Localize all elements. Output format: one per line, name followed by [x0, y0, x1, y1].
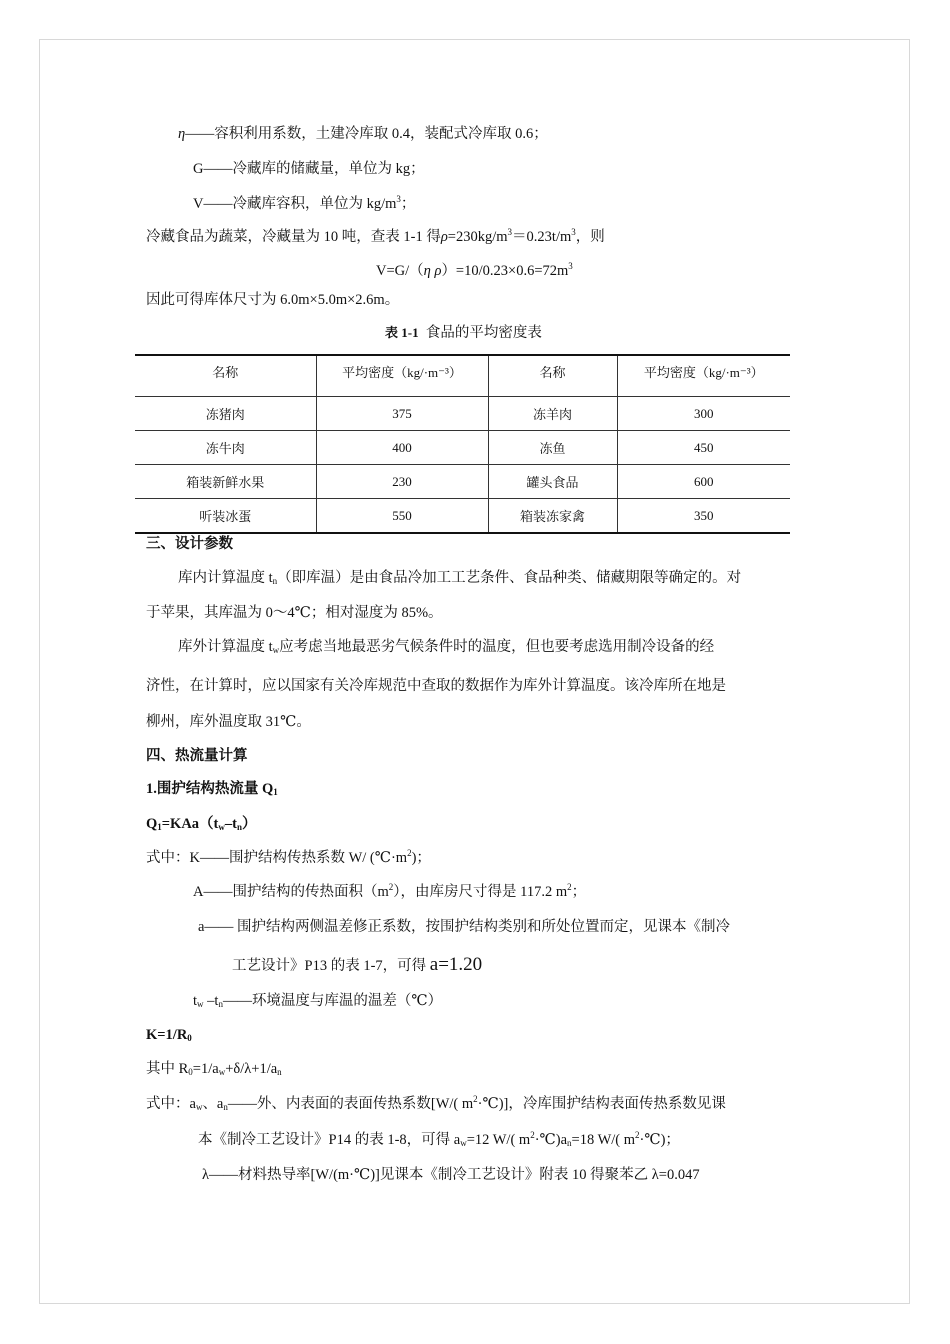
table-cell: 375: [316, 397, 488, 431]
a-definition: A——围护结构的传热面积$(m^2)$，由库房尺寸得是 117.2 $m^2$；: [193, 882, 587, 900]
heat-flow-formula: $Q_1=KAa(t_w-t_n)$: [146, 816, 257, 832]
table-cell: 550: [316, 499, 488, 534]
table-cell: 600: [617, 465, 790, 499]
alpha-value: a=1.20: [429, 954, 483, 975]
table-cell: 冻羊肉: [488, 397, 617, 431]
table-header-cell: 平均密度（kg/·m⁻³）: [617, 355, 790, 397]
section-4-heading: 四、热流量计算: [146, 748, 248, 764]
table-cell: 350: [617, 499, 790, 534]
subsection-1-heading: 1.围护结构热流量 $Q_1$: [146, 781, 278, 797]
table-cell: 230: [316, 465, 488, 499]
table-header-cell: 名称: [135, 355, 316, 397]
k-definition: 式中：K——围护结构传热系数 W/ $(℃\cdot m^2)$；: [146, 848, 431, 866]
section-3-p2-line3: 柳州，库外温度取 31℃。: [146, 714, 311, 730]
alpha-definition-line2: 工艺设计》P13 的表 1-7，可得 a=1.20: [232, 954, 483, 975]
section-3-p2-line2: 济性，在计算时，应以国家有关冷库规范中查取的数据作为库外计算温度。该冷库所在地是: [146, 678, 726, 694]
section-3-heading: 三、设计参数: [146, 536, 233, 552]
table-cell: 听装冰蛋: [135, 499, 316, 534]
size-line: 因此可得库体尺寸为 6.0m×5.0m×2.6m。: [146, 292, 400, 308]
food-storage-line: 冷藏食品为蔬菜，冷藏量为 10 吨，查表 1-1 得$\rho=230kg/m^3=0.23t/m^3$，则: [146, 227, 605, 245]
table-cell: 400: [316, 431, 488, 465]
table-row: [135, 431, 790, 465]
section-3-p1-line1: 库内计算温度 $t_n$（即库温）是由食品冷加工工艺条件、食品种类、储藏期限等确定的。对: [178, 570, 742, 586]
table-cell: 冻猪肉: [135, 397, 316, 431]
temp-diff-definition: $t_w$ $-t_n——$环境温度与库温的温差（℃）: [193, 993, 443, 1009]
table-header-cell: 平均密度（kg/·m⁻³）: [316, 355, 488, 397]
table-cell: 冻鱼: [488, 431, 617, 465]
section-3-p1-line2: 于苹果，其库温为 0～4℃；相对湿度为 85%。: [146, 605, 443, 621]
aw-definition-line1: 式中：$a_w$、$a_n——$外、内表面的表面传热系数[W/( $m^2\cdot℃$)]，冷库围护结构表面传热系数见课: [146, 1094, 726, 1112]
eta-symbol: η: [178, 126, 186, 142]
table-row: [135, 397, 790, 431]
g-definition: G——冷藏库的储藏量，单位为 kg；: [193, 161, 425, 177]
table-cell: 箱装冻家禽: [488, 499, 617, 534]
table-row: [135, 499, 790, 534]
table-cell: 罐头食品: [488, 465, 617, 499]
v-definition: V——冷藏库容积，单位为 $kg/m^3$；: [193, 194, 416, 212]
density-table: [135, 354, 790, 534]
table-caption: 表 1-1 食品的平均密度表: [385, 325, 542, 341]
volume-equation: V=G/（η $\rho)=10/0.23\times 0.6=72m^3$: [376, 261, 573, 279]
k-formula: $K=1/R_0$: [146, 1027, 192, 1043]
section-3-p2-line1: 库外计算温度 $t_w$应考虑当地最恶劣气候条件时的温度，但也要考虑选用制冷设备的经: [178, 639, 715, 655]
r0-formula: 其中 $R_0=1/a_w+\delta/\lambda+1/a_n$: [146, 1061, 282, 1077]
table-header-row: [135, 355, 790, 397]
rho-symbol: ρ: [440, 229, 448, 245]
table-row: [135, 465, 790, 499]
alpha-definition-line1: a—— 围护结构两侧温差修正系数，按围护结构类别和所处位置而定，见课本《制冷: [198, 919, 731, 935]
eta-definition: η——容积利用系数，土建冷库取 0.4，装配式冷库取 0.6；: [178, 126, 548, 142]
table-cell: 450: [617, 431, 790, 465]
table-cell: 箱装新鲜水果: [135, 465, 316, 499]
lambda-definition: λ——材料热导率[W/(m·℃)]见课本《制冷工艺设计》附表 10 得聚苯乙 λ=0.047: [202, 1167, 700, 1183]
table-header-cell: 名称: [488, 355, 617, 397]
aw-definition-line2: 本《制冷工艺设计》P14 的表 1-8，可得 $a_w=12$ W/( $m^2\cdot℃)a_n=18$ W/( $m^2\cdot℃$)；: [198, 1130, 680, 1148]
table-cell: 冻牛肉: [135, 431, 316, 465]
table-cell: 300: [617, 397, 790, 431]
